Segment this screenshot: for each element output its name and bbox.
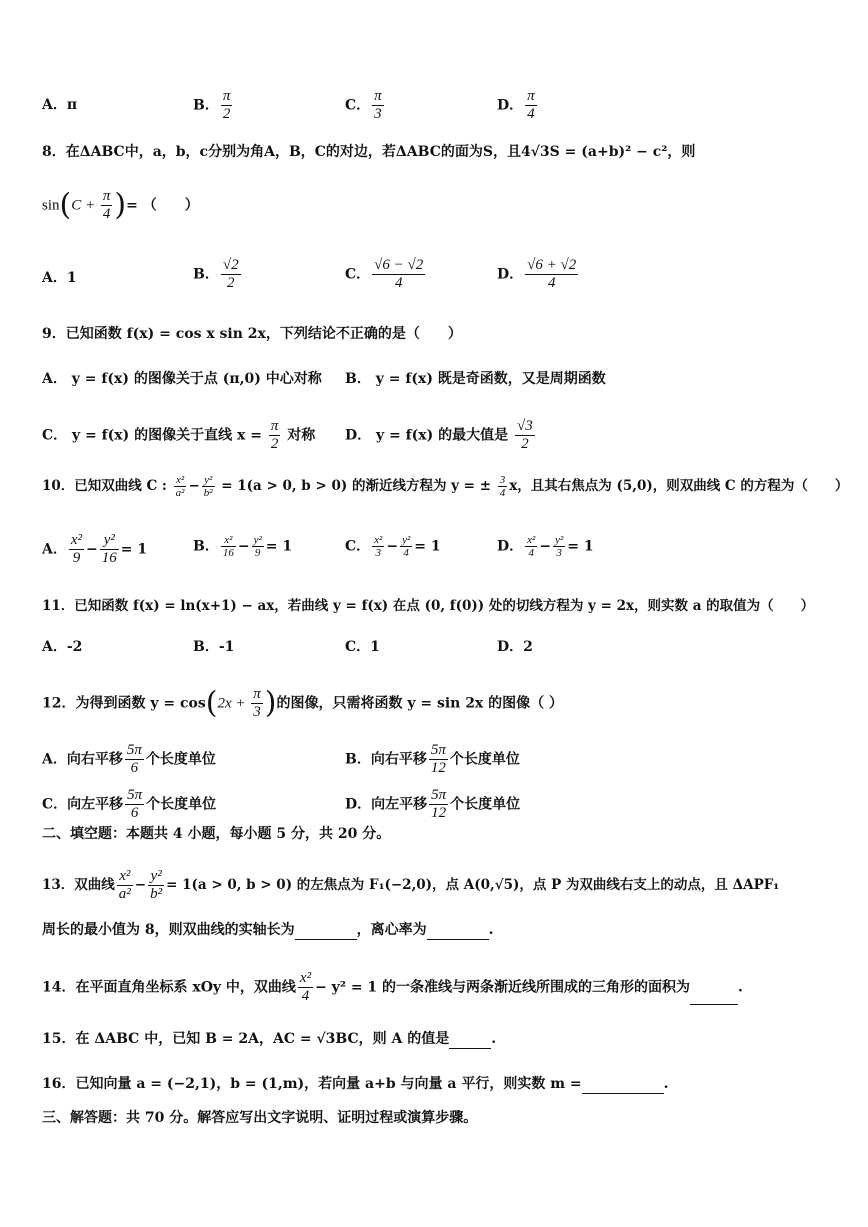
q16-stem: 16．已知向量 a = (−2,1)，b = (1,m)，若向量 a+b 与向量 a 平行，则实数 m = . bbox=[42, 1076, 669, 1092]
q7-option-d: D． $\frac{\pi}{4}$ bbox=[497, 88, 535, 122]
answer-blank[interactable] bbox=[427, 925, 489, 940]
q11-option-a: A．-2 bbox=[42, 639, 83, 655]
q11-option-d: D．2 bbox=[497, 639, 533, 655]
q9-option-a: A． y = f(x) 的图像关于点 (π,0) 中心对称 bbox=[42, 371, 322, 387]
q10-option-d: D． $\frac{\text{x²}}{4}$ − $\frac{\text{y²}}{3}$ = 1 bbox=[497, 534, 594, 559]
q11-option-b: B．-1 bbox=[193, 639, 235, 655]
q9-stem: 9．已知函数 f(x) = cos x sin 2x，下列结论不正确的是（ ） bbox=[42, 326, 462, 342]
q12-option-b: B．向右平移 $\frac{5\pi}{12}$ 个长度单位 bbox=[345, 742, 520, 776]
answer-blank[interactable] bbox=[295, 925, 357, 940]
q12-option-a: A．向右平移 $\frac{5\pi}{6}$ 个长度单位 bbox=[42, 742, 216, 776]
q10-option-a: A． $\frac{\text{x²}}{9}$ − $\frac{\text{y²}}{16}$ = 1 bbox=[42, 532, 148, 566]
q8-option-b: B． $\frac{√2}{2}$ bbox=[193, 257, 239, 291]
q7-option-b: B． $\frac{\pi}{2}$ bbox=[193, 88, 231, 122]
q11-stem: 11．已知函数 f(x) = ln(x+1) − ax，若曲线 y = f(x) 在点 (0, f(0)) 处的切线方程为 y = 2x，则实数 a 的取值为（ ） bbox=[42, 598, 815, 614]
q10-option-c: C． $\frac{\text{x²}}{3}$ − $\frac{\text{y²}}{4}$ = 1 bbox=[345, 534, 441, 559]
q8-option-d: D． $\frac{√6 + √2}{4}$ bbox=[497, 257, 577, 291]
section-heading-fill-in: 二、填空题：本题共 4 小题，每小题 5 分，共 20 分。 bbox=[42, 826, 391, 842]
answer-blank[interactable] bbox=[582, 1079, 664, 1094]
q7-option-a: A．π bbox=[42, 97, 78, 113]
q13-stem-line1: 13．双曲线 $\frac{\text{x²}}{\text{a²}}$ − $\frac{\text{y²}}{\text{b²}}$ = 1(a > 0, b > 0) 的左焦点为 F₁(−2,0)，点 A(0,√5)，点 P 为双曲线右支上的动点，且 ΔAPF₁ bbox=[42, 868, 780, 902]
q12-option-d: D．向左平移 $\frac{5\pi}{12}$ 个长度单位 bbox=[345, 787, 521, 821]
q8-option-c: C． $\frac{√6 - √2}{4}$ bbox=[345, 257, 424, 291]
q14-stem: 14．在平面直角坐标系 xOy 中，双曲线 $\frac{\text{x²}}{4}$ − y² = 1 的一条准线与两条渐近线所围成的三角形的面积为 . bbox=[42, 970, 743, 1004]
q12-stem: 12．为得到函数 y = cos(2x + $\frac{\pi}{3}$ )的图像，只需将函数 y = sin 2x 的图像（ ） bbox=[42, 685, 564, 721]
q8-stem-line1: 8．在ΔABC中，a，b，c分别为角A，B，C的对边，若ΔABC的面为S，且4√3S = (a+b)² − c²，则 bbox=[42, 144, 696, 160]
q11-option-c: C．1 bbox=[345, 639, 380, 655]
fraction: $\frac{\pi}{2}$ bbox=[222, 88, 231, 122]
q7-option-c: C． $\frac{\pi}{3}$ bbox=[345, 88, 382, 122]
q8-option-a: A．1 bbox=[42, 270, 77, 286]
q15-stem: 15．在 ΔABC 中，已知 B = 2A，AC = √3BC，则 A 的值是 . bbox=[42, 1031, 497, 1047]
q12-option-c: C．向左平移 $\frac{5\pi}{6}$ 个长度单位 bbox=[42, 787, 217, 821]
q9-option-c: C． y = f(x) 的图像关于直线 x = $\frac{\pi}{2}$ 对称 bbox=[42, 418, 316, 452]
q8-stem-line2: sin(C + $\frac{\pi}{4}$ )= （ ） bbox=[42, 187, 199, 223]
answer-blank[interactable] bbox=[449, 1034, 491, 1049]
answer-blank[interactable] bbox=[690, 990, 738, 1005]
q10-option-b: B． $\frac{\text{x²}}{16}$ − $\frac{\text{y²}}{9}$ = 1 bbox=[193, 534, 293, 559]
q10-stem: 10．已知双曲线 C : $\frac{\text{x²}}{\text{a²}}$ − $\frac{\text{y²}}{\text{b²}}$ = 1(a > 0, b > 0) 的渐近线方程为 y = ± $\frac{3}{4}$ x，且其右焦点为 (5,0)，则双曲线 C 的方程为（ ） bbox=[42, 474, 849, 499]
q9-option-d: D． y = f(x) 的最大值是 $\frac{√3}{2}$ bbox=[345, 418, 533, 452]
section-heading-solution: 三、解答题：共 70 分。解答应写出文字说明、证明过程或演算步骤。 bbox=[42, 1110, 478, 1126]
q13-stem-line2: 周长的最小值为 8，则双曲线的实轴长为 ，离心率为 . bbox=[42, 922, 494, 938]
q9-option-b: B． y = f(x) 既是奇函数，又是周期函数 bbox=[345, 371, 606, 387]
